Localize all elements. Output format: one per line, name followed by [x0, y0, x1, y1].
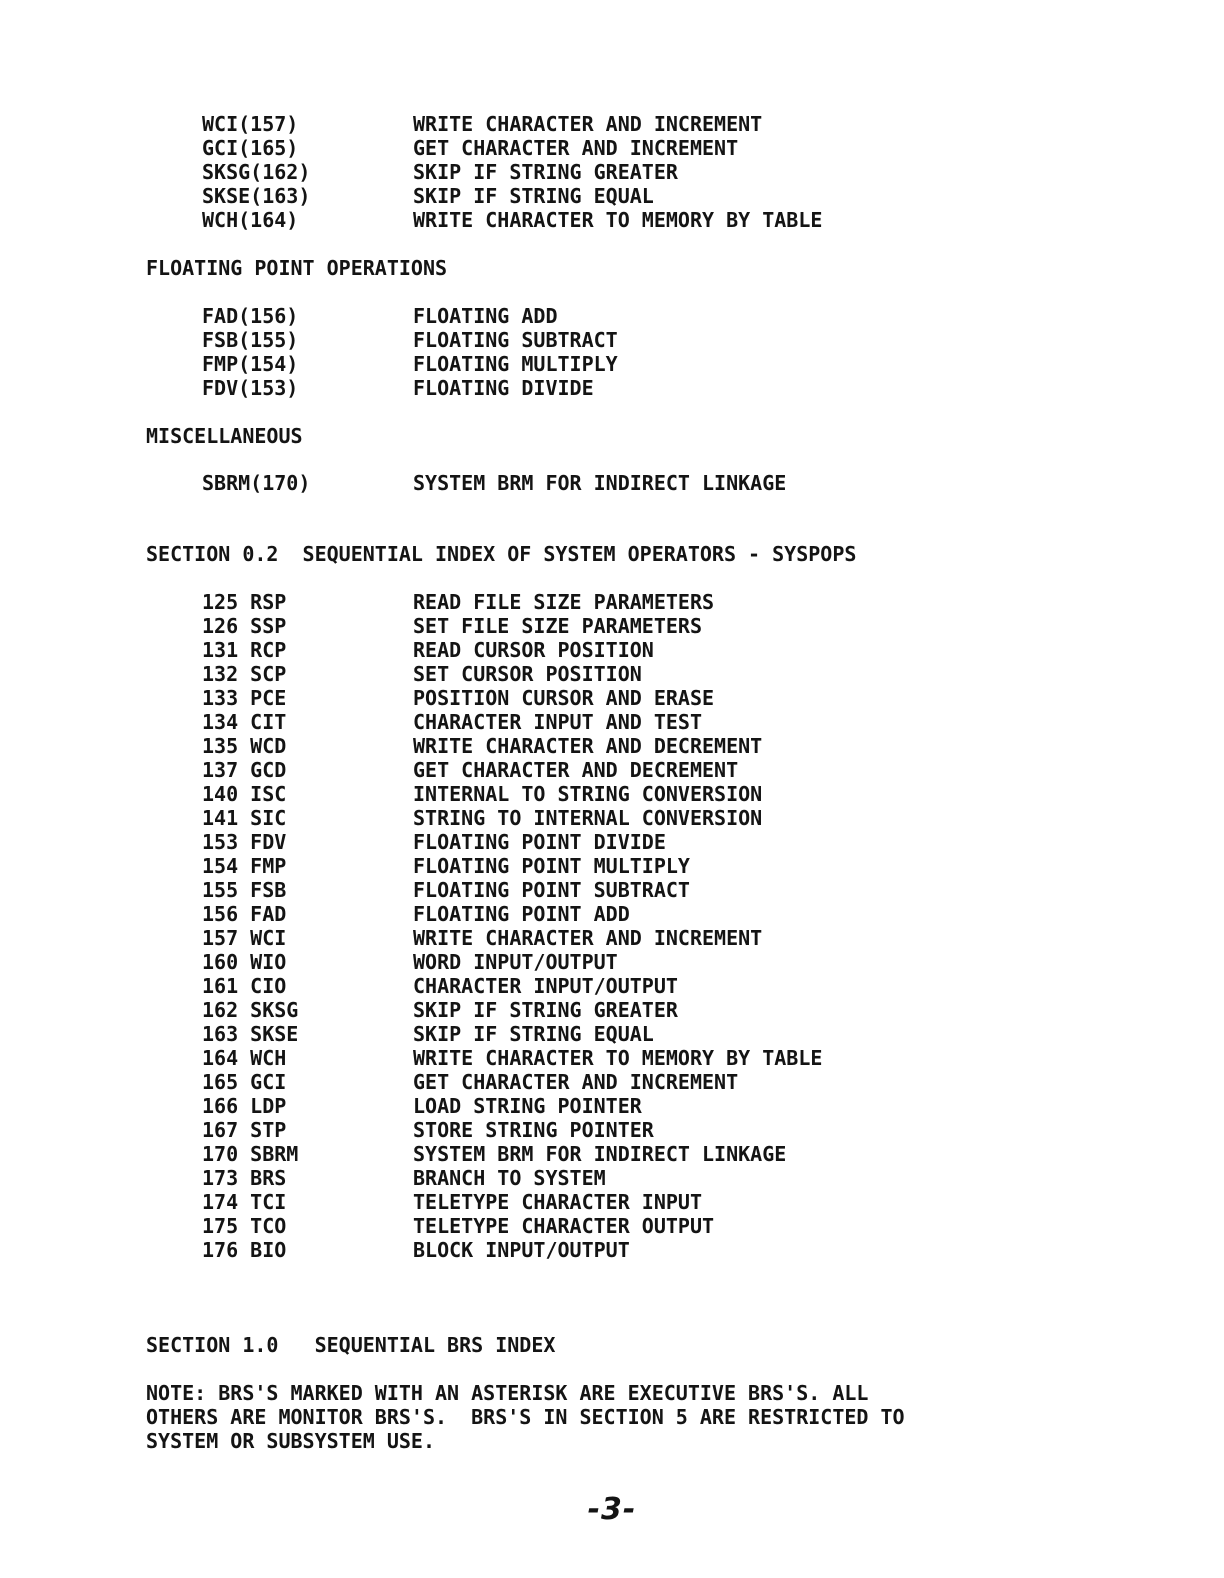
index-row [202, 974, 1102, 998]
operator-description: STRING TO INTERNAL CONVERSION [413, 806, 763, 830]
operator-code: GCI(165) [202, 136, 299, 160]
operator-code: FAD(156) [202, 304, 299, 328]
operator-description: BLOCK INPUT/OUTPUT [413, 1238, 630, 1262]
operator-code: 135 WCD [202, 734, 287, 758]
operator-code: 125 RSP [202, 590, 287, 614]
index-row [202, 376, 1102, 400]
index-row [202, 1238, 1102, 1262]
operator-code: 126 SSP [202, 614, 287, 638]
operator-code: 132 SCP [202, 662, 287, 686]
operator-description: FLOATING SUBTRACT [413, 328, 618, 352]
index-row [202, 590, 1102, 614]
operator-description: WRITE CHARACTER TO MEMORY BY TABLE [413, 1046, 823, 1070]
operator-description: GET CHARACTER AND INCREMENT [413, 1070, 739, 1094]
operator-description: FLOATING ADD [413, 304, 558, 328]
operator-description: SET FILE SIZE PARAMETERS [413, 614, 702, 638]
index-row [202, 1046, 1102, 1070]
operator-code: SKSE(163) [202, 184, 311, 208]
operator-description: POSITION CURSOR AND ERASE [413, 686, 715, 710]
index-row [202, 112, 1102, 136]
index-row [202, 208, 1102, 232]
note-line: SYSTEM OR SUBSYSTEM USE. [146, 1429, 435, 1453]
index-row [202, 1190, 1102, 1214]
operator-description: WRITE CHARACTER AND INCREMENT [413, 926, 763, 950]
operator-description: WRITE CHARACTER AND INCREMENT [413, 112, 763, 136]
index-row [202, 686, 1102, 710]
operator-code: 160 WIO [202, 950, 287, 974]
operator-description: WORD INPUT/OUTPUT [413, 950, 618, 974]
operator-code: 166 LDP [202, 1094, 287, 1118]
index-row [202, 304, 1102, 328]
operator-code: 134 CIT [202, 710, 287, 734]
index-row [202, 184, 1102, 208]
operator-description: SKIP IF STRING EQUAL [413, 184, 654, 208]
section-0-2-heading: SECTION 0.2 SEQUENTIAL INDEX OF SYSTEM OPERATORS - SYSPOPS [146, 542, 857, 566]
index-row [202, 328, 1102, 352]
operator-code: 176 BIO [202, 1238, 287, 1262]
operator-code: WCH(164) [202, 208, 299, 232]
operator-description: CHARACTER INPUT AND TEST [413, 710, 702, 734]
index-row [202, 710, 1102, 734]
operator-code: 161 CIO [202, 974, 287, 998]
operator-description: INTERNAL TO STRING CONVERSION [413, 782, 763, 806]
index-row [202, 1214, 1102, 1238]
operator-description: FLOATING POINT ADD [413, 902, 630, 926]
operator-code: 175 TCO [202, 1214, 287, 1238]
operator-code: 153 FDV [202, 830, 287, 854]
syspops-index-list [202, 590, 1102, 1262]
index-row [202, 734, 1102, 758]
operator-description: READ FILE SIZE PARAMETERS [413, 590, 715, 614]
index-row [202, 782, 1102, 806]
note-line: OTHERS ARE MONITOR BRS'S. BRS'S IN SECTION 5 ARE RESTRICTED TO [146, 1405, 905, 1429]
index-row [202, 878, 1102, 902]
operator-description: READ CURSOR POSITION [413, 638, 654, 662]
operator-description: SYSTEM BRM FOR INDIRECT LINKAGE [413, 471, 787, 495]
operator-code: 133 PCE [202, 686, 287, 710]
operator-description: SKIP IF STRING GREATER [413, 160, 678, 184]
operator-description: STORE STRING POINTER [413, 1118, 654, 1142]
operator-code: SBRM(170) [202, 471, 311, 495]
index-row [202, 806, 1102, 830]
operator-code: 167 STP [202, 1118, 287, 1142]
index-row [202, 136, 1102, 160]
index-row [202, 1070, 1102, 1094]
index-row [202, 758, 1102, 782]
operator-description: FLOATING POINT MULTIPLY [413, 854, 690, 878]
note-line: NOTE: BRS'S MARKED WITH AN ASTERISK ARE EXECUTIVE BRS'S. ALL [146, 1381, 869, 1405]
operator-description: FLOATING POINT SUBTRACT [413, 878, 690, 902]
operator-code: 170 SBRM [202, 1142, 299, 1166]
operator-description: BRANCH TO SYSTEM [413, 1166, 606, 1190]
index-row [202, 1022, 1102, 1046]
operator-code: 165 GCI [202, 1070, 287, 1094]
index-row [202, 830, 1102, 854]
index-row [202, 998, 1102, 1022]
operator-description: SKIP IF STRING GREATER [413, 998, 678, 1022]
operator-code: 162 SKSG [202, 998, 299, 1022]
operator-description: GET CHARACTER AND DECREMENT [413, 758, 739, 782]
index-row [202, 1118, 1102, 1142]
operator-code: 174 TCI [202, 1190, 287, 1214]
operator-code: 140 ISC [202, 782, 287, 806]
operator-description: SYSTEM BRM FOR INDIRECT LINKAGE [413, 1142, 787, 1166]
floating-point-list [202, 304, 1102, 400]
index-row [202, 160, 1102, 184]
index-row [202, 1142, 1102, 1166]
index-row [202, 902, 1102, 926]
section-1-0-heading: SECTION 1.0 SEQUENTIAL BRS INDEX [146, 1333, 556, 1357]
operator-description: WRITE CHARACTER TO MEMORY BY TABLE [413, 208, 823, 232]
miscellaneous-list [202, 471, 1102, 495]
operator-description: WRITE CHARACTER AND DECREMENT [413, 734, 763, 758]
operator-code: FSB(155) [202, 328, 299, 352]
operator-code: 156 FAD [202, 902, 287, 926]
operator-code: 131 RCP [202, 638, 287, 662]
brs-note [146, 1381, 1106, 1453]
operator-description: CHARACTER INPUT/OUTPUT [413, 974, 678, 998]
operator-description: GET CHARACTER AND INCREMENT [413, 136, 739, 160]
operator-description: TELETYPE CHARACTER INPUT [413, 1190, 702, 1214]
operator-code: 173 BRS [202, 1166, 287, 1190]
miscellaneous-heading: MISCELLANEOUS [146, 424, 303, 448]
operator-code: 141 SIC [202, 806, 287, 830]
operator-code: FMP(154) [202, 352, 299, 376]
index-row [202, 471, 1102, 495]
operator-code: 155 FSB [202, 878, 287, 902]
index-row [202, 1094, 1102, 1118]
operator-code: 157 WCI [202, 926, 287, 950]
operator-description: FLOATING DIVIDE [413, 376, 594, 400]
index-row [202, 638, 1102, 662]
operator-code: 154 FMP [202, 854, 287, 878]
operator-code: FDV(153) [202, 376, 299, 400]
page-number: -3- [587, 1492, 637, 1527]
operator-description: FLOATING POINT DIVIDE [413, 830, 666, 854]
operator-description: LOAD STRING POINTER [413, 1094, 642, 1118]
index-row [202, 352, 1102, 376]
string-ops-list [202, 112, 1102, 232]
index-row [202, 614, 1102, 638]
index-row [202, 854, 1102, 878]
operator-description: SKIP IF STRING EQUAL [413, 1022, 654, 1046]
operator-code: 137 GCD [202, 758, 287, 782]
index-row [202, 926, 1102, 950]
index-row [202, 950, 1102, 974]
operator-description: SET CURSOR POSITION [413, 662, 642, 686]
operator-code: SKSG(162) [202, 160, 311, 184]
operator-code: 164 WCH [202, 1046, 287, 1070]
operator-code: WCI(157) [202, 112, 299, 136]
index-row [202, 1166, 1102, 1190]
operator-description: FLOATING MULTIPLY [413, 352, 618, 376]
operator-code: 163 SKSE [202, 1022, 299, 1046]
operator-description: TELETYPE CHARACTER OUTPUT [413, 1214, 715, 1238]
floating-point-heading: FLOATING POINT OPERATIONS [146, 256, 448, 280]
index-row [202, 662, 1102, 686]
